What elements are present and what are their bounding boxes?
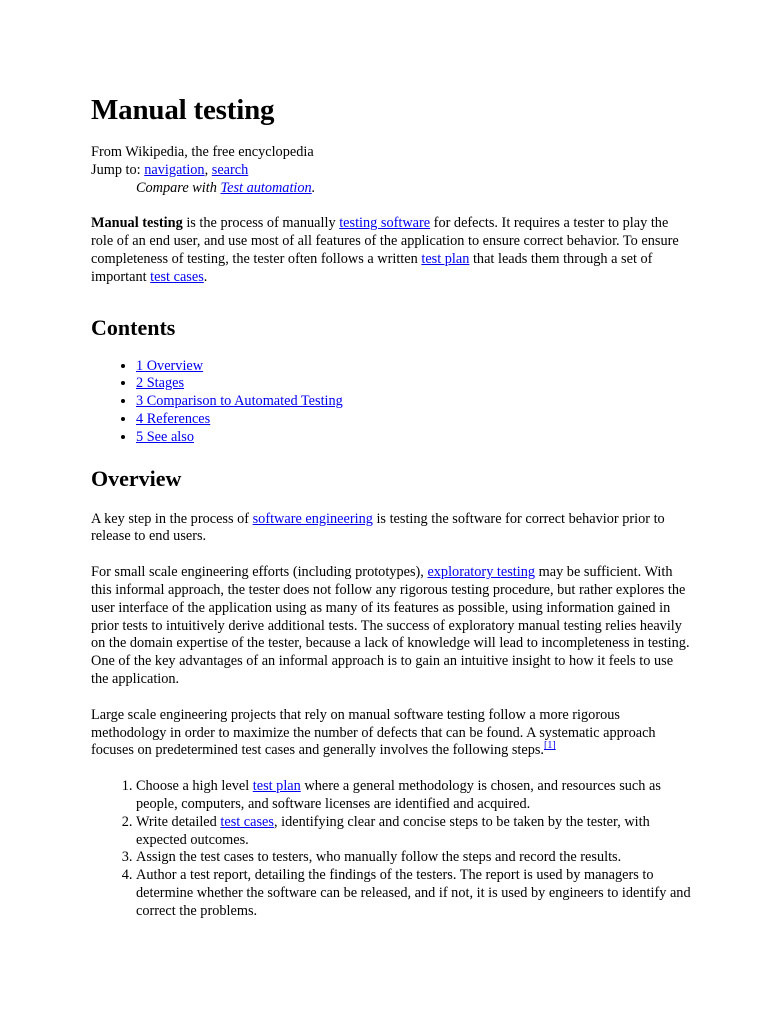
paragraph-text: For small scale engineering efforts (including prototypes), [91, 564, 428, 581]
hatnote [91, 180, 691, 198]
test-plan-link[interactable]: test plan [421, 250, 470, 267]
hatnote-prefix: Compare with [136, 179, 221, 196]
step-text: , identifying clear and concise steps to be taken by the tester, with expected outcomes. [136, 813, 650, 848]
toc-link-see-also[interactable]: 5 See also [136, 428, 194, 445]
toc-link-overview[interactable]: 1 Overview [136, 357, 204, 374]
page-title: Manual testing [91, 94, 275, 126]
step-item [136, 778, 691, 814]
overview-paragraph-2 [91, 564, 691, 689]
reference-link-1[interactable]: [1] [544, 740, 556, 752]
step-item [136, 849, 691, 867]
toc-link-comparison[interactable]: 3 Comparison to Automated Testing [136, 393, 343, 410]
toc-item [136, 375, 691, 393]
step-text: Assign the test cases to testers, who manually follow the steps and record the results. [136, 849, 622, 866]
overview-paragraph-1 [91, 511, 691, 547]
paragraph-text: may be sufficient. With this informal approach, the tester does not follow any rigorous testing procedure, but rather explores the user interface of the application using as many of its features as possible, using information gained in prior tests to intuitively derive additional tests. The success of exploratory manual testing relies heavily on the domain expertise of the tester, because a lack of knowledge will lead to incompleteness in testing. One of the key advantages of an informal approach is to gain an intuitive insight to how it feels to use the application. [91, 564, 690, 687]
intro-text: . [203, 268, 208, 285]
step-item [136, 867, 691, 920]
intro-text: for defects. It requires a tester to play the role of an end user, and use most of all features of the application to ensure correct behavior. To ensure completeness of testing, the tester often follows a written [91, 215, 679, 267]
tagline: From Wikipedia, the free encyclopedia [91, 144, 314, 160]
toc-item [136, 393, 691, 411]
test-cases-link[interactable]: test cases [150, 268, 204, 285]
table-of-contents [91, 358, 691, 447]
overview-heading: Overview [91, 465, 182, 491]
exploratory-testing-link[interactable]: exploratory testing [427, 564, 536, 581]
toc-link-references[interactable]: 4 References [136, 410, 211, 427]
step-test-cases-link[interactable]: test cases [220, 813, 274, 830]
intro-text: is the process of manually [182, 215, 340, 232]
software-engineering-link[interactable]: software engineering [252, 510, 373, 527]
intro-bold-term: Manual testing [91, 215, 183, 232]
paragraph-text: is testing the software for correct behavior prior to release to end users. [91, 510, 665, 545]
overview-paragraph-3 [91, 707, 691, 760]
test-automation-link[interactable]: Test automation [220, 179, 312, 196]
navigation-link[interactable]: navigation [144, 161, 205, 178]
paragraph-text: A key step in the process of [91, 510, 253, 527]
step-text: Author a test report, detailing the findings of the testers. The report is used by managers to determine whether the software can be released, and if not, it is used by engineers to identify and correct the problems. [136, 867, 691, 919]
intro-paragraph [91, 215, 691, 286]
intro-text: that leads them through a set of important [91, 250, 653, 285]
jump-separator: , [204, 161, 212, 178]
search-link[interactable]: search [211, 161, 249, 178]
steps-list [91, 778, 691, 920]
jump-links [91, 162, 691, 180]
toc-item [136, 429, 691, 447]
step-test-plan-link[interactable]: test plan [252, 778, 301, 795]
paragraph-text: Large scale engineering projects that rely on manual software testing follow a more rigorous methodology in order to maximize the number of defects that can be found. A systematic approach focuses on predetermined test cases and generally involves the following steps. [91, 706, 656, 759]
toc-item [136, 411, 691, 429]
hatnote-suffix: . [311, 179, 316, 196]
step-item [136, 814, 691, 850]
testing-software-link[interactable]: testing software [339, 215, 431, 232]
article-content [91, 92, 691, 921]
step-text: Write detailed [136, 813, 221, 830]
toc-link-stages[interactable]: 2 Stages [136, 375, 185, 392]
jump-prefix: Jump to: [91, 161, 145, 178]
step-text: Choose a high level [136, 778, 253, 795]
toc-item [136, 358, 691, 376]
step-text: where a general methodology is chosen, and resources such as people, computers, and software licenses are identified and acquired. [136, 778, 661, 812]
reference-superscript [544, 740, 556, 751]
contents-heading: Contents [91, 314, 176, 340]
